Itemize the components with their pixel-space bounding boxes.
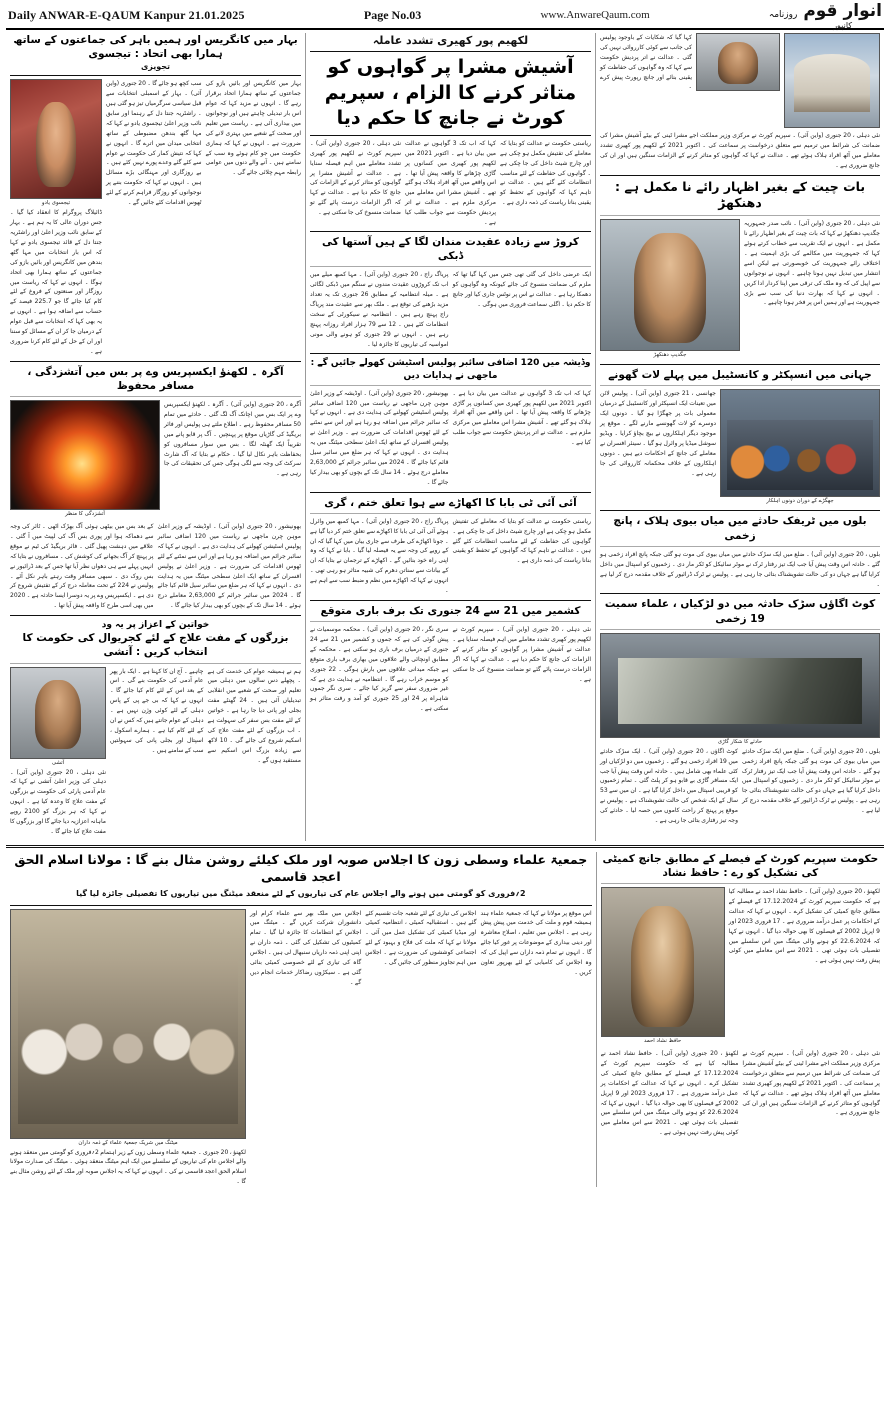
story-bus-fire-photo xyxy=(10,400,160,510)
story-dhankhar-caption: جگدیپ دھنکھڑ xyxy=(653,352,687,359)
story-kota-body: کوٹ اگاؤں ، 20 جنوری (واین آئی) ۔ ایک سڑک حادثے میں 19 افراد زخمی ہو گئے ۔ زخمیوں میں دو لڑکیاں اور کئی علماء بھی شامل ہیں ۔ حادثہ اس وقت پیش آیا جب ایک مسافر گاڑی بے قابو ہو کر پلٹ گئی ۔ تمام زخمیوں کو قریبی اسپتال میں داخل کرایا گیا ہے ۔ ان میں سے 53 سال کے ایک شخص کی حالت تشویشناک ہے ۔ پولیس نے موقع پر پہنچ کر راحت کاموں میں حصہ لیا ۔ حادثے کی وجہ تیز رفتاری بتائی جا رہی ہے ۔ xyxy=(600,747,739,824)
story-atishi-body: نئی دہلی ، 20 جنوری (واین آئی) ۔ دہلی کی وزیر اعلیٰ آتشی نے کہا کہ عام آدمی پارٹی کی حکومت نے بزرگوں کے مفت علاج کا وعدہ کیا ہے ۔ انہوں نے کہا کہ ہر بزرگ کو 2100 روپے ماہانہ اعزازیہ دیا جائے گا اور بزرگوں کا مفت علاج کیا جائے گا ۔ xyxy=(10,768,106,835)
story-bus-fire-body: آگرہ ، 20 جنوری (واین آئی) ۔ آگرہ ۔ لکھنؤ ایکسپریس وے پر ایک بس میں اچانک آگ لگ گئی ۔ حادثے میں تمام 50 مسافر محفوظ رہے ۔ اطلاع ملتے ہی پولیس اور فائر بریگیڈ کی گاڑیاں موقع پر پہنچیں ۔ آگ پر قابو پانے میں تقریباً ایک گھنٹہ لگا ۔ بس میں سوار مسافروں کو بحفاظت باہر نکال لیا گیا ۔ حکام نے بتایا کہ آگ شارٹ سرکٹ کی وجہ سے لگی ہوگی جس کی تحقیقات کی جا رہی ہے ۔ xyxy=(164,401,301,478)
story-kashmir-headline: کشمیر میں 21 سے 24 جنوری تک برف باری متوقع xyxy=(320,604,581,617)
story-odisha-cyber xyxy=(310,357,591,487)
story-kota-caption: حادثے کا شکار گاڑی xyxy=(717,738,763,745)
story-nishad-body-2: لکھنؤ ، 20 جنوری (واین آئی) ۔ حافظ نشاد احمد نے مطالبہ کیا ہے کہ حکومت سپریم کورٹ کے 17.12.2024 کے فیصلے کے مطابق جانچ کمیٹی کی تشکیل کرے ۔ انہوں نے کہا کہ عدالت کے احکامات پر عمل درآمد ضروری ہے ۔ 17 فروری 2023 اور 9 اپریل 2002 کے فیصلوں کا بھی حوالہ دیا گیا ۔ انہوں نے کہا کہ 22.6.2024 کو ہونے والی میٹنگ میں اس سلسلے میں تفصیلی بات ہوئی تھی ۔ 2021 سے اس معاملے میں کوئی پیش رفت نہیں ہوئی ہے ۔ xyxy=(600,1050,739,1137)
story-atishi-kicker: خواتین کے اعزاز پر یہ ود xyxy=(101,620,210,631)
story-kumbh-headline: کروڑ سے زیادہ عقیدت مندان لگا کے ہیں آستھا کی ڈبکی xyxy=(321,235,580,263)
story-iit-baba-headline: آئی آئی ٹی بابا کا اکھاڑے سے ہوا تعلق ختم ، گری xyxy=(324,496,577,509)
bottom-feature xyxy=(6,852,597,1187)
center-kicker: لکھیم پور کھیری تشدد عاملہ xyxy=(372,34,529,47)
center-main-headline: آشیش مشرا پر گواہوں کو متاثر کرنے کا الزام ، سپریم کورٹ نے جانچ کا حکم دیا xyxy=(324,56,577,130)
story-police-fight-photo xyxy=(720,389,880,497)
story-dhankhar-headline: بات چیت کے بغیر اظہار رائے نا مکمل ہے : دھنکھڑ xyxy=(614,178,866,211)
story-dhankhar-body: نئی دہلی ، 20 جنوری (واین آئی) ۔ نائب صدر جمہوریہ جگدیپ دھنکھڑ نے کہا کہ بات چیت کے بغیر اظہار رائے نا مکمل ہے ۔ انہوں نے ایک تقریب سے خطاب کرتے ہوئے کہا کہ جمہوریت میں مکالمے کی بڑی اہمیت ہے ۔ اختلاف رائے جمہوریت کی خوبصورتی ہے لیکن اسے انتشار میں تبدیل نہیں ہونا چاہیے ۔ انہوں نے نوجوانوں سے اپیل کی کہ وہ ملک کی ترقی میں اپنا کردار ادا کریں ۔ انہوں نے کہا کہ بھارت دنیا کی سب سے بڑی جمہوریت ہے اور ہمیں اس پر فخر ہونا چاہیے ۔ xyxy=(744,220,880,307)
story-bus-fire-headline: آگرہ ۔ لکھنؤ ایکسپریس وے پر بس میں آتشزدگی ، مسافر محفوظ xyxy=(27,365,284,392)
masthead-left-title: Daily ANWAR-E-QAUM Kanpur 21.01.2025 xyxy=(8,7,245,22)
story-bihar-photo xyxy=(10,79,102,199)
story-nishad-headline: حکومت سپریم کورٹ کے فیصلے کے مطابق جانچ کمیٹی کی تشکیل کو رے : حافظ نشاد xyxy=(602,852,879,879)
story-dhankhar xyxy=(600,179,880,361)
story-bihar-body-1: ڈائیلاگ پروگرام کا انعقاد کیا گیا ۔ جس دوران عالی کا یہ ہم ہے ۔ بہار کے سابق نائب وزیر اعلیٰ اور راشٹریہ جنتا دل کے قائد تیجسوی یادو نے کہا کہ اس بار انتخابات میں مہا گٹھ بندھن میں کانگریس اور بائیں بازو کی جماعتوں کے ساتھ ہمارا بھی اتحاد ہوگا ۔ انہوں نے کہا کہ ریاست میں روزگار اور صنعتوں کے فروغ کے لئے کام کیا جائے گا جو 225.7 فیصد کے حساب سے اضافہ ہوا ہے ۔ انہوں نے یہ بھی کہا کہ انتخابات سے قبل عوام کے درمیان جا کر ان کے مسائل کو سننا اور ان کے حل کے لئے کام کرنا ضروری ہے ۔ xyxy=(10,209,103,355)
story-iit-baba-body-2: ریاستی حکومت نے عدالت کو بتایا کہ معاملے کی تفتیش مکمل ہو چکی ہے اور چارج شیٹ داخل کی جا چکی ہے ۔ گواہوں کی حفاظت کے لئے مناسب انتظامات کئے گئے ہیں ۔ عدالت نے تاہم کہا کہ گواہوں کے تحفظ کو یقینی بنانا ریاست کی ذمہ داری ہے ۔ xyxy=(452,517,591,565)
masthead-page-number: Page No.03 xyxy=(363,7,422,22)
feature-body-1: لکھنؤ ، 20 جنوری ۔ جمعیۃ علماء وسطی زون کے زیر اہتمام 2؍فروری کو گومتی میں منعقد ہونے والے اجلاس عام کی تیاریوں کے سلسلے میں ایک اہم میٹنگ منعقد ہوئی ۔ میٹنگ کی صدارت مولانا اسلام الحق اعجد قاسمی نے کی ۔ انہوں نے کہا کہ یہ اجلاس صوبہ اور ملک کے لئے روشن مثال بنے گا ۔ xyxy=(10,1148,246,1186)
feature-body-2: اجلاس میں ملک بھر سے علماء کرام اور دانشوران شرکت کریں گے ۔ میٹنگ میں اجلاس کے انتظامات کا جائزہ لیا گیا ۔ تمام کمیٹیوں کی تشکیل کی گئی ۔ ذمہ داران نے اپنی اپنی ذمہ داریاں سنبھال لی ہیں ۔ اجلاس گاہ کی تیاری کے لئے خصوصی کمیٹی بنائی گئی ہے ۔ سیکڑوں رضاکار خدمات انجام دیں گے ۔ xyxy=(250,909,362,986)
masthead-logo-sub: کانپور xyxy=(833,20,853,30)
story-atishi-caption: آتشی xyxy=(51,759,65,766)
masthead xyxy=(6,0,884,30)
story-atishi-headline: بزرگوں کے مفت علاج کے لئے کجریوال کی حکومت کا انتخاب کریں : آتشی xyxy=(22,632,289,659)
story-bus-fire-body-2: کے بعد بس میں بیٹھی ہوئی آگ بھڑک اٹھی ۔ ٹائر کی وجہ سے دھماکہ ہوا اور پوری بس آگ کی لپیٹ میں آ گئی ۔ علاقے میں دہشت پھیل گئی ۔ فائر بریگیڈ کی ٹیم نے موقع پر پہنچ کر آگ بجھانے کی کوشش کی ۔ مسافروں نے بتایا کہ انہیں پہلے سے ہی دھواں نظر آیا تھا جس کے بعد ڈرائیور نے بس روک دی ۔ سبھی مسافر وقت رہتے باہر نکل آئے ۔ پولیس نے 224 کے تحت معاملہ درج کر کے تفتیش شروع کر دی ہے ۔ ایکسپریس وے پر یہ دوسرا ایسا حادثہ ہے ۔ 2020 میں بھی اسی طرح کا واقعہ پیش آیا تھا ۔ xyxy=(10,523,154,610)
story-bihar-body-2: سب کچھ ہو جائے گا ۔ 20 جنوری (واین آئی) ۔ بہار کے اسمبلی انتخابات سے قبل سیاسی سرگرمیاں تیز ہو گئی ہیں ۔ راشٹریہ جنتا دل کے رہنما اور سابق نائب وزیر اعلیٰ تیجسوی یادو نے کہا کہ مہا گٹھ بندھن مضبوطی کے ساتھ انتخابی میدان میں اترے گا ۔ انہوں نے کہا کہ نتیش کمار کی حکومت نے عوام سے کئے گئے وعدے پورے نہیں کئے ہیں ۔ بے روزگاری اور مہنگائی بڑے مسائل ہیں ۔ انہوں نے کہا کہ حکومت بننے پر نوجوانوں کو روزگار فراہم کرنے کے لئے ٹھوس اقدامات کئے جائیں گے ۔ xyxy=(106,80,202,207)
story-bihar-alliance xyxy=(10,33,301,357)
story-kashmir-body-2: نئی دہلی ، 20 جنوری (واین آئی) ۔ سپریم کورٹ نے لکھیم پور کھیری تشدد معاملے میں اہم فیصلہ سنایا ہے ۔ عدالت نے آشیش مشرا پر گواہوں کو متاثر کرنے کے الزامات کی جانچ کا حکم دیا ہے ۔ عدالت نے کہا کہ اگر الزامات درست پائے گئے تو ضمانت منسوخ کی جا سکتی ہے ۔ xyxy=(452,626,591,683)
story-nishad-photo xyxy=(601,887,725,1037)
story-atishi-photo xyxy=(10,667,106,759)
story-kota-body-2: بلوں ، 20 جنوری (واین آئی) ۔ ضلع میں ایک سڑک حادثے میں میاں بیوی کی موت ہو گئی جبکہ پانچ افراد زخمی ہو گئے ۔ حادثہ اس وقت پیش آیا جب ایک تیز رفتار ٹرک نے موٹر سائیکل کو ٹکر مار دی ۔ زخمیوں کو اسپتال میں داخل کرایا گیا ہے جہاں دو کی حالت تشویشناک بتائی جا رہی ہے ۔ پولیس نے ٹرک ڈرائیور کے خلاف مقدمہ درج کر لیا ہے ۔ xyxy=(742,747,881,815)
story-police-fight xyxy=(600,368,880,506)
feature-photo xyxy=(10,909,246,1139)
center-body-1: نئی دہلی ، 20 جنوری (واین آئی) ۔ سپریم کورٹ نے لکھیم پور کھیری تشدد معاملے میں اہم فیصلہ سنایا ہے ۔ عدالت نے آشیش مشرا پر گواہوں کو متاثر کرنے کے الزامات کی جانچ کا حکم دیا ہے ۔ عدالت نے کہا کہ اگر الزامات درست پائے گئے تو ضمانت منسوخ کی جا سکتی ہے ۔ xyxy=(310,139,401,217)
story-odisha-body-2: کہا کہ اب تک 3 گواہوں نے عدالت میں بیان دیا ہے ۔ اکتوبر 2021 میں لکھیم پور کھیری میں کسانوں پر گاڑی چڑھانے کا واقعہ پیش آیا تھا ۔ اس واقعے میں آٹھ افراد ہلاک ہو گئے تھے ۔ آشیش مشرا اس معاملے میں مرکزی ملزم ہے ۔ عدالت نے اتر پردیش حکومت سے جواب طلب کیا ہے ۔ xyxy=(452,389,591,447)
feature-headline: جمعیۃ علماء وسطی زون کا اجلاس صوبہ اور ملک کیلئے روشن مثال بنے گا : مولانا اسلام الحق اعجد قاسمی xyxy=(14,851,588,884)
right-block xyxy=(596,33,884,841)
left-block xyxy=(6,33,306,841)
supreme-court-photo xyxy=(784,33,880,128)
story-bihar-photo-caption: تیجسوی یادو xyxy=(41,200,71,207)
story-police-fight-headline: جہانی میں انسپکٹر و کانسٹیبل میں پہلے لات گھونے xyxy=(608,369,872,382)
story-supreme-court xyxy=(600,33,880,171)
story-atishi-free-treatment xyxy=(10,619,301,837)
bottom-section xyxy=(6,852,884,1187)
story-atishi-body-2: چاہیے ۔ آج ان کا کہنا ہے ۔ ایک بار پھر عام آدمی کی حکومت بنے گی ۔ اس کے بعد اس کے لئے کام کیا جائے گا ۔ انہوں نے کہا کہ بی جے پی کے پاس دہلی کے لئے کوئی وژن نہیں ہے ۔ دہلی کے عوام جانتے ہیں کہ کس نے ان کے لئے کام کیا ہے ۔ ہمارے اسکول ، اسپتال اور بجلی پانی کی سہولتیں سب کے سامنے ہیں ۔ xyxy=(110,667,204,754)
masthead-logo-top: روزنامہ xyxy=(768,10,798,20)
story-odisha-body: بھونیشور ، 20 جنوری (واین آئی) ۔ اوڈیشہ کے وزیر اعلیٰ موہن چرن ماجھی نے ریاست میں 120 اضافی سائبر پولیس اسٹیشن کھولنے کی ہدایت دی ہے ۔ انہوں نے کہا کہ سائبر جرائم میں اضافہ ہو رہا ہے اور اس سے نمٹنے کے لئے ٹھوس اقدامات کی ضرورت ہے ۔ وزیر اعلیٰ نے پولیس افسران کے ساتھ ایک اعلیٰ سطحی میٹنگ میں یہ ہدایت دی ۔ انہوں نے کہا کہ ہر ضلع میں سائبر سیل قائم کیا جائے گا ۔ 2024 میں سائبر جرائم کے 2,63,000 معاملے درج ہوئے ۔ 14 سال تک کے بچوں کو بھی بیدار کیا جائے گا ۔ xyxy=(310,389,449,486)
story-bihar-headline: بہار میں کانگریس اور ہمیں باہر کی جماعتوں کے ساتھ ہمارا بھی اتحاد : تیجسوی xyxy=(13,34,298,61)
center-body-2: کہا کہ اب تک 3 گواہوں نے عدالت میں بیان دیا ہے ۔ اکتوبر 2021 میں لکھیم پور کھیری میں کسانوں پر گاڑی چڑھانے کا واقعہ پیش آیا تھا ۔ اس واقعے میں آٹھ افراد ہلاک ہو گئے تھے ۔ آشیش مشرا اس معاملے میں مرکزی ملزم ہے ۔ عدالت نے اتر پردیش حکومت سے جواب طلب کیا ہے ۔ xyxy=(405,139,497,227)
story-kumbh-body-2: ایک عرضی داخل کی گئی تھی جس میں کہا گیا تھا کہ ملزم کی ضمانت منسوخ کی جائے کیونکہ وہ گواہوں کو دھمکا رہا ہے ۔ عدالت نے اس پر نوٹس جاری کیا اور جانچ کا حکم دیا ۔ اگلی سماعت فروری میں ہوگی ۔ xyxy=(452,271,591,308)
story-odisha-headline: وڈیشہ میں 120 اضافی سائبر پولیس اسٹیشن کھولے جائیں گے : ماجھی نے ہدایات دیں xyxy=(310,358,591,381)
feature-subhead: 2؍فروری کو گومتی میں ہونے والے اجلاس عام کی تیاریوں کے لئے منعقد میٹنگ میں تیاریوں کا تفصیلی جائزہ لیا گیا xyxy=(76,888,526,898)
sc-body-2: نئی دہلی ، 20 جنوری (واین آئی) ۔ سپریم کورٹ نے مرکزی وزیر مملکت اجے مشرا ٹینی کے بیٹے آشیش مشرا کی ضمانت کی شرائط میں ترمیم سے متعلق درخواست پر سماعت کی ۔ اکتوبر 2021 کے لکھیم پور کھیری تشدد معاملے میں آٹھ افراد ہلاک ہوئے تھے ۔ عدالت نے کہا کہ گواہوں کو متاثر کرنے کے الزامات سنگین ہیں اور ان کی جانچ ضروری ہے ۔ xyxy=(600,132,881,169)
center-body-3: ریاستی حکومت نے عدالت کو بتایا کہ معاملے کی تفتیش مکمل ہو چکی ہے اور چارج شیٹ داخل کی جا چکی ہے ۔ گواہوں کی حفاظت کے لئے مناسب انتظامات کئے گئے ہیں ۔ عدالت نے تاہم کہا کہ گواہوں کے تحفظ کو یقینی بنانا ریاست کی ذمہ داری ہے ۔ xyxy=(500,139,591,207)
center-block xyxy=(306,33,596,841)
story-kashmir-snow xyxy=(310,604,591,714)
story-kashmir-body: سری نگر ، 20 جنوری (واین آئی) ۔ محکمہ موسمیات نے پیش گوئی کی ہے کہ جموں و کشمیر میں 21 سے 24 جنوری کے درمیان برف باری ہو سکتی ہے ۔ محکمہ کے مطابق اونچائی والے علاقوں میں بھاری برف باری متوقع ہے جبکہ میدانی علاقوں میں بارش ہوگی ۔ 22 جنوری کو موسم خراب رہے گا ۔ انتظامیہ نے ہدایت دی ہے کہ غیر ضروری سفر سے گریز کیا جائے ۔ سری نگر جموں شاہراہ پر 24 اور 25 جنوری کو آمد و رفت متاثر ہو سکتی ہے ۔ xyxy=(310,626,449,713)
masthead-logo xyxy=(769,1,882,30)
story-bus-fire xyxy=(10,365,301,611)
feature-body-4: اس موقع پر مولانا نے کہا کہ جمعیۃ علماء ہند ہمیشہ قوم و ملت کی خدمت میں پیش پیش رہی ہے ۔ اجلاس میں تعلیم ، اصلاح معاشرہ اور دینی بیداری کے موضوعات پر غور کیا جائے گا ۔ انہوں نے تمام ذمہ داران سے اپیل کی کہ وہ اجلاس کی کامیابی کے لئے بھرپور تعاون کریں ۔ xyxy=(480,909,592,976)
page-columns xyxy=(6,33,884,841)
story-police-fight-body: جھانسی ، 21 جنوری (واین آئی) ۔ پولیس لائن میں تعینات ایک انسپکٹر اور کانسٹیبل کے درمیان معمولی بات پر جھگڑا ہو گیا ۔ دونوں ایک دوسرے کو لات گھونسے مارنے لگے ۔ موقع پر موجود دیگر اہلکاروں نے بیچ بچاؤ کرایا ۔ ویڈیو سوشل میڈیا پر وائرل ہو گیا ۔ سینئر افسران نے معاملے کی جانچ کے احکامات دیے ہیں ۔ دونوں اہلکاروں کے خلاف محکمانہ کارروائی کی جا رہی ہے ۔ xyxy=(600,390,716,477)
story-road-accident-couple xyxy=(600,514,880,589)
feature-photo-caption: میٹنگ میں شریک جمعیۃ علماء کے ذمہ داران xyxy=(78,1139,178,1146)
story-bihar-body-3: بہار میں کانگریس اور بائیں بازو کی جماعتوں کے ساتھ ہمارا اتحاد برقرار رہے گا ۔ انہوں نے مزید کہا کہ عوام اس بار تبدیلی چاہتے ہیں اور نوجوانوں میں بیداری آئی ہے ۔ ریاست میں تعلیم اور صحت کے شعبے میں بہتری لانے کی ضرورت ہے ۔ انہوں نے کہا کہ ہماری حکومت میں جو کام ہوئے وہ سب کے سامنے ہیں ۔ آنے والے دنوں میں عوامی رابطہ مہم چلائی جائے گی ۔ xyxy=(205,80,301,177)
story-dhankhar-photo xyxy=(600,219,740,351)
story-kumbh-dip xyxy=(310,235,591,349)
story-couple-headline: بلوں میں ٹریفک حادثے میں میاں بیوی ہلاک ، پانچ زخمی xyxy=(613,515,867,542)
story-kota-photo xyxy=(600,633,880,738)
story-iit-baba-body: پریاگ راج ، 20 جنوری (واین آئی) ۔ مہا کمبھ میں وائرل ہوئے آئی آئی ٹی بابا کا اکھاڑے سے تعلق ختم کر دیا گیا ہے ۔ جونا اکھاڑے کی طرف سے جاری بیان میں کہا گیا کہ ان کے رویے کی وجہ سے یہ فیصلہ لیا گیا ۔ بابا نے کہا کہ وہ اپنی راہ خود بنائیں گے ۔ اکھاڑے کے ترجمان نے بتایا کہ ان کے بیانات سے سناتن دھرم کی شبیہ متاثر ہو رہی تھی ۔ انہوں نے کہا کہ اکھاڑے میں نظم و ضبط سب سے اہم ہے ۔ xyxy=(310,517,449,594)
story-nishad-body-3: نئی دہلی ، 20 جنوری (واین آئی) ۔ سپریم کورٹ نے مرکزی وزیر مملکت اجے مشرا ٹینی کے بیٹے آشیش مشرا کی ضمانت کی شرائط میں ترمیم سے متعلق درخواست پر سماعت کی ۔ اکتوبر 2021 کے لکھیم پور کھیری تشدد معاملے میں آٹھ افراد ہلاک ہوئے تھے ۔ عدالت نے کہا کہ گواہوں کو متاثر کرنے کے الزامات سنگین ہیں اور ان کی جانچ ضروری ہے ۔ xyxy=(742,1050,880,1117)
story-police-fight-caption: جھگڑے کے دوران دونوں اہلکار xyxy=(766,498,834,505)
story-nishad-body: لکھنؤ ، 20 جنوری (واین آئی) ۔ حافظ نشاد احمد نے مطالبہ کیا ہے کہ حکومت سپریم کورٹ کے 17.12.2024 کے فیصلے کے مطابق جانچ کمیٹی کی تشکیل کرے ۔ انہوں نے کہا کہ عدالت کے احکامات پر عمل درآمد ضروری ہے ۔ 17 فروری 2023 اور 9 اپریل 2002 کے فیصلوں کا بھی حوالہ دیا گیا ۔ انہوں نے کہا کہ 22.6.2024 کو ہونے والی میٹنگ میں اس سلسلے میں تفصیلی بات ہوئی تھی ۔ 2021 سے اس معاملے میں کوئی پیش رفت نہیں ہوئی ہے ۔ xyxy=(728,888,881,965)
story-bus-fire-caption: آتشزدگی کا منظر xyxy=(65,511,105,518)
story-iit-baba xyxy=(310,496,591,596)
story-atishi-body-3: ہم نے ہمیشہ عوام کی خدمت کی ہے ۔ پچھلے دس سالوں میں دہلی میں تعلیم اور صحت کے شعبے میں انقلابی تبدیلیاں آئی ہیں ۔ 24 گھنٹے مفت بجلی اور پانی دیا جا رہا ہے ۔ خواتین کے لئے مفت بس سفر کی سہولت ہے ۔ اب بزرگوں کے لئے مفت علاج کی اسکیم شروع کی جائے گی ۔ 10 لاکھ سے زیادہ بزرگ اس اسکیم سے مستفید ہوں گے ۔ xyxy=(207,667,301,764)
story-bihar-kicker: تجویزی xyxy=(140,62,171,72)
center-main-body xyxy=(310,139,591,228)
story-bus-fire-body-3: بھونیشور ، 20 جنوری (واین آئی) ۔ اوڈیشہ کے وزیر اعلیٰ موہن چرن ماجھی نے ریاست میں 120 اضافی سائبر پولیس اسٹیشن کھولنے کی ہدایت دی ہے ۔ انہوں نے کہا کہ سائبر جرائم میں اضافہ ہو رہا ہے اور اس سے نمٹنے کے لئے ٹھوس اقدامات کی ضرورت ہے ۔ وزیر اعلیٰ نے پولیس افسران کے ساتھ ایک اعلیٰ سطحی میٹنگ میں یہ ہدایت دی ۔ انہوں نے کہا کہ ہر ضلع میں سائبر سیل قائم کیا جائے گا ۔ 2024 میں سائبر جرائم کے 2,63,000 معاملے درج ہوئے ۔ 14 سال تک کے بچوں کو بھی بیدار کیا جائے گا ۔ xyxy=(157,523,302,610)
feature-body-3: اجلاس کی تیاری کے لئے شعبہ جات تقسیم کئے گئے ہیں ۔ استقبالیہ کمیٹی ، انتظامیہ کمیٹی اور میڈیا کمیٹی کی تشکیل عمل میں آئی ۔ مولانا نے کہا کہ ملت کی فلاح و بہبود کے لئے اجتماعی کوششوں کی ضرورت ہے ۔ اجلاس میں اہم تجاویز منظور کی جائیں گی ۔ xyxy=(365,909,477,966)
story-nishad-caption: حافظ نشاد احمد xyxy=(644,1038,682,1045)
story-kota-headline: کوٹ اگاؤں سڑک حادثہ میں دو لڑکیاں ، علماء سمیت 19 زخمی xyxy=(604,598,876,625)
sc-accused-photo xyxy=(696,33,780,91)
story-kota-accident xyxy=(600,597,880,825)
masthead-website-url[interactable]: www.AnwareQaum.com xyxy=(540,9,650,21)
story-kumbh-body: پریاگ راج ، 20 جنوری (واین آئی) ۔ مہا کمبھ میلے میں اب تک کروڑوں عقیدت مندوں نے سنگم میں ڈبکی لگائی ہے ۔ میلہ انتظامیہ کے مطابق 26 جنوری تک یہ تعداد مزید بڑھنے کی توقع ہے ۔ ملک بھر سے عقیدت مند پریاگ راج پہنچ رہے ہیں ۔ انتظامیہ نے سیکورٹی کے سخت انتظامات کئے ہیں ۔ 12 سے 79 ہزار افراد روزانہ پہنچ رہے ہیں ۔ انہوں نے 29 جنوری کو ہونے والی مونی امواسیہ کی تیاریوں کا جائزہ لیا ۔ xyxy=(310,271,449,348)
story-couple-body: بلوں ، 20 جنوری (واین آئی) ۔ ضلع میں ایک سڑک حادثے میں میاں بیوی کی موت ہو گئی جبکہ پانچ افراد زخمی ہو گئے ۔ حادثہ اس وقت پیش آیا جب ایک تیز رفتار ٹرک نے موٹر سائیکل کو ٹکر مار دی ۔ زخمیوں کو اسپتال میں داخل کرایا گیا ہے جہاں دو کی حالت تشویشناک بتائی جا رہی ہے ۔ پولیس نے ٹرک ڈرائیور کے خلاف مقدمہ درج کر لیا ہے ۔ xyxy=(600,550,880,588)
story-nishad-committee xyxy=(597,852,884,1187)
masthead-logo-urdu: انوار قوم xyxy=(803,0,882,21)
sc-body-1: کہا گیا کہ شکایات کے باوجود پولیس کی جانب سے کوئی کارروائی نہیں کی گئی ۔ عدالت نے اتر پردیش حکومت سے کہا کہ وہ گواہوں کی حفاظت کو یقینی بنائے اور جانچ رپورٹ پیش کرے ۔ xyxy=(600,34,692,91)
